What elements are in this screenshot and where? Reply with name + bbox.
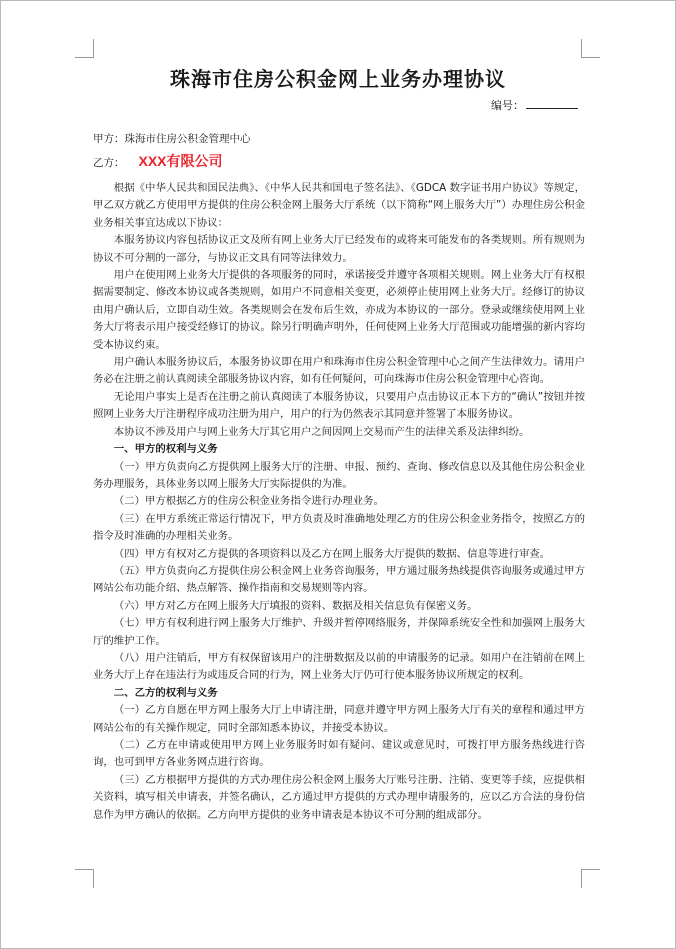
agreement-paragraph: 无论用户事实上是否在注册之前认真阅读了本服务协议，只要用户点击协议正本下方的“确认”按钮并按照网上业务大厅注册程序成功注册为用户，用户的行为仍然表示其同意并签署了本服务协议。: [93, 390, 585, 421]
document-number-label: 编号：: [491, 99, 524, 112]
agreement-paragraph: （六）甲方对乙方在网上服务大厅填报的资料、数据及相关信息负有保密义务。: [113, 599, 478, 612]
crop-mark-bottom-left: [75, 869, 94, 888]
party-b-company: XXX有限公司: [138, 153, 223, 169]
agreement-paragraph: （一）乙方自愿在甲方网上服务大厅上申请注册，同意并遵守甲方网上服务大厅有关的章程和通过甲方网站公布的有关操作规定，同时全部知悉本协议，并接受本协议。: [93, 704, 585, 734]
agreement-paragraph: 本协议不涉及用户与网上业务大厅其它用户之间因网上交易而产生的法律关系及法律纠纷。: [113, 425, 530, 438]
agreement-paragraph: 根据《中华人民共和国民法典》、《中华人民共和国电子签名法》、《GDCA 数字证书用户协议》等规定，甲乙双方就乙方使用甲方提供的住房公积金网上服务大厅系统（以下简称“网上服务大厅”）办理住房公积金业务相关事宜达成以下协议：: [93, 182, 585, 229]
party-b-label: 乙方：: [93, 157, 125, 169]
agreement-paragraph: （二）甲方根据乙方的住房公积金业务指令进行办理业务。: [113, 495, 384, 508]
agreement-paragraph: 本服务协议内容包括协议正文及所有网上业务大厅已经发布的或将来可能发布的各类规则。所有规则为协议不可分割的一部分，与协议正文具有同等法律效力。: [93, 234, 585, 264]
section-heading: 一、甲方的权利与义务: [113, 443, 218, 456]
agreement-paragraph: （三）乙方根据甲方提供的方式办理住房公积金网上服务大厅账号注册、注销、变更等手续，应提供相关资料，填写相关申请表，并签名确认，乙方通过甲方提供的方式办理申请服务的，应以乙方合法的身份信息作为甲方确认的依据。乙方向甲方提供的业务申请表是本协议不可分割的组成部分。: [93, 773, 585, 821]
agreement-paragraph: （二）乙方在申请或使用甲方网上业务服务时如有疑问、建议或意见时，可拨打甲方服务热线进行咨询，也可到甲方各业务网点进行咨询。: [93, 739, 585, 769]
document-title: 珠海市住房公积金网上业务办理协议: [170, 67, 506, 91]
agreement-paragraph: 用户确认本服务协议后，本服务协议即在用户和珠海市住房公积金管理中心之间产生法律效力。请用户务必在注册之前认真阅读全部服务协议内容，如有任何疑问，可向珠海市住房公积金管理中心咨询。: [93, 356, 585, 386]
crop-mark-top-left: [75, 39, 94, 58]
agreement-paragraph: 用户在使用网上业务大厅提供的各项服务的同时，承诺接受并遵守各项相关规则。网上业务大厅有权根据需要制定、修改本协议或各类规则，如用户不同意相关变更，必须停止使用网上业务大厅。经修订的协议由用户确认后，立即自动生效。各类规则会在发布后生效，亦成为本协议的一部分。登录或继续使用网上业务大厅将表示用户接受经修订的协议。除另行明确声明外，任何使网上业务大厅范围或功能增强的新内容均受本协议约束。: [93, 269, 585, 351]
agreement-paragraph: （五）甲方负责向乙方提供住房公积金网上业务咨询服务，甲方通过服务热线提供咨询服务或通过甲方网站公布功能介绍、热点解答、操作指南和交易规则等内容。: [93, 564, 585, 595]
section-heading: 二、乙方的权利与义务: [113, 686, 218, 699]
party-b: [93, 151, 223, 171]
agreement-body: [93, 180, 585, 824]
document-number-blank: [526, 98, 578, 109]
agreement-paragraph: （八）用户注销后，甲方有权保留该用户的注册数据及以前的申请服务的记录。如用户在注销前在网上业务大厅上存在违法行为或违反合同的行为，网上业务大厅仍可行使本服务协议所规定的权利。: [93, 651, 585, 682]
agreement-paragraph: （一）甲方负责向乙方提供网上服务大厅的注册、申报、预约、查询、修改信息以及其他住房公积金业务办理服务，具体业务以网上服务大厅实际提供的为准。: [93, 460, 585, 490]
agreement-paragraph: （七）甲方有权利进行网上服务大厅维护、升级并暂停网络服务，并保障系统安全性和加强网上服务大厅的维护工作。: [93, 617, 585, 647]
crop-mark-bottom-right: [581, 869, 600, 888]
agreement-paragraph: （四）甲方有权对乙方提供的各项资料以及乙方在网上服务大厅提供的数据、信息等进行审查。: [113, 547, 551, 560]
document-number: [491, 97, 578, 113]
party-a: 甲方：珠海市住房公积金管理中心: [93, 133, 251, 145]
crop-mark-top-right: [581, 39, 600, 58]
agreement-paragraph: （三）在甲方系统正常运行情况下，甲方负责及时准确地处理乙方的住房公积金业务指令，按照乙方的指令及时准确的办理相关业务。: [93, 512, 585, 543]
